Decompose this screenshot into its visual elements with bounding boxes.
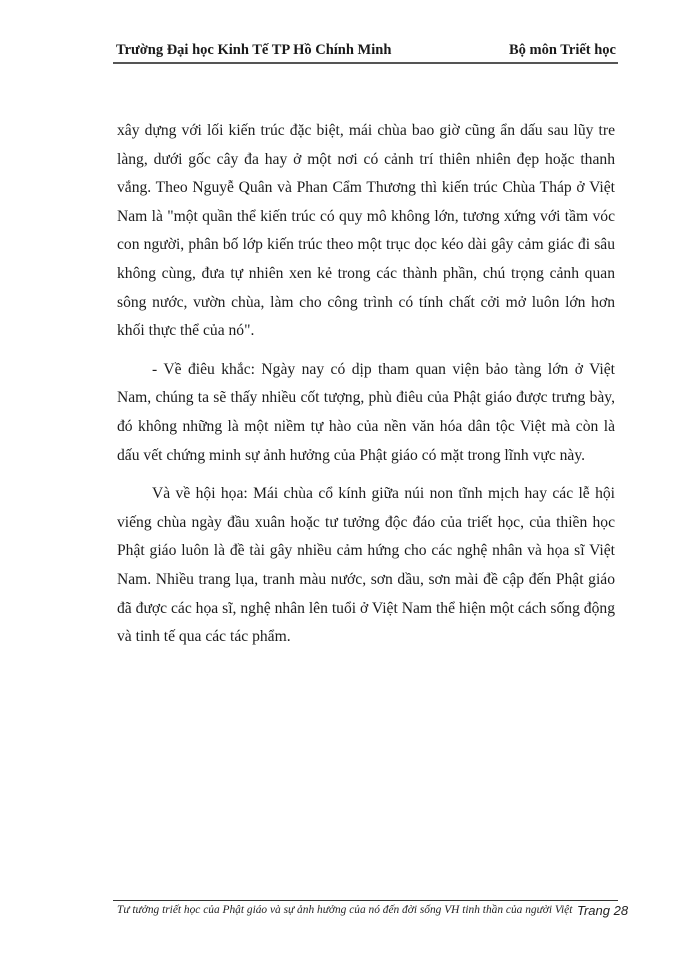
- body-text: [117, 117, 615, 662]
- header-institution: Trường Đại học Kinh Tế TP Hồ Chính Minh: [116, 42, 392, 58]
- page-header: [113, 42, 618, 64]
- page-footer: [113, 900, 629, 921]
- paragraph-sculpture: - Về điêu khắc: Ngày nay có dịp tham quan viện bảo tàng lớn ở Việt Nam, chúng ta sẽ thấy nhiều cốt tượng, phù điêu của Phật giáo được trưng bày, đó không những là một niềm tự hào của nền văn hóa dân tộc Việt mà còn là dấu vết chứng minh sự ảnh hưởng của Phật giáo có mặt trong lĩnh vực này.: [117, 360, 615, 464]
- paragraph-architecture: xây dựng với lối kiến trúc đặc biệt, mái chùa bao giờ cũng ẩn dấu sau lũy tre làng, dưới gốc cây đa hay ở một nơi có cảnh trí thiên nhiên đẹp hoặc thanh vắng. Theo Nguyễ Quân và Phan Cẩm Thương thì kiến trúc Chùa Tháp ở Việt Nam là "một quần thể kiến trúc có quy mô không lớn, tương xứng với tầm vóc con người, phân bố lớp kiến trúc theo một trục dọc kéo dài gây cảm giác đi sâu không cùng, đưa tự nhiên xen kẻ trong các thành phần, chú trọng cảnh quan sông nước, vườn chùa, làm cho công trình có tính chất cởi mở luôn lớn hơn khối thực thể của nó".: [117, 122, 615, 340]
- page-number: Trang 28: [577, 903, 629, 918]
- header-department: Bộ môn Triết học: [508, 42, 616, 58]
- paragraph-painting: Và về hội họa: Mái chùa cổ kính giữa núi non tĩnh mịch hay các lễ hội viếng chùa ngày đầu xuân hoặc tư tưởng độc đáo của triết học, của thiền học Phật giáo luôn là đề tài gây nhiều cảm hứng cho các nghệ nhân và họa sĩ Việt Nam. Nhiều trang lụa, tranh màu nước, sơn dầu, sơn mài đề cập đến Phật giáo đã được các họa sĩ, nghệ nhân lên tuổi ở Việt Nam thể hiện một cách sống động và tinh tế qua các tác phẩm.: [117, 485, 615, 646]
- footer-document-title: Tư tưởng triết học của Phật giáo và sự ảnh hưởng của nó đến đời sống VH tinh thần của người Việt: [117, 904, 573, 916]
